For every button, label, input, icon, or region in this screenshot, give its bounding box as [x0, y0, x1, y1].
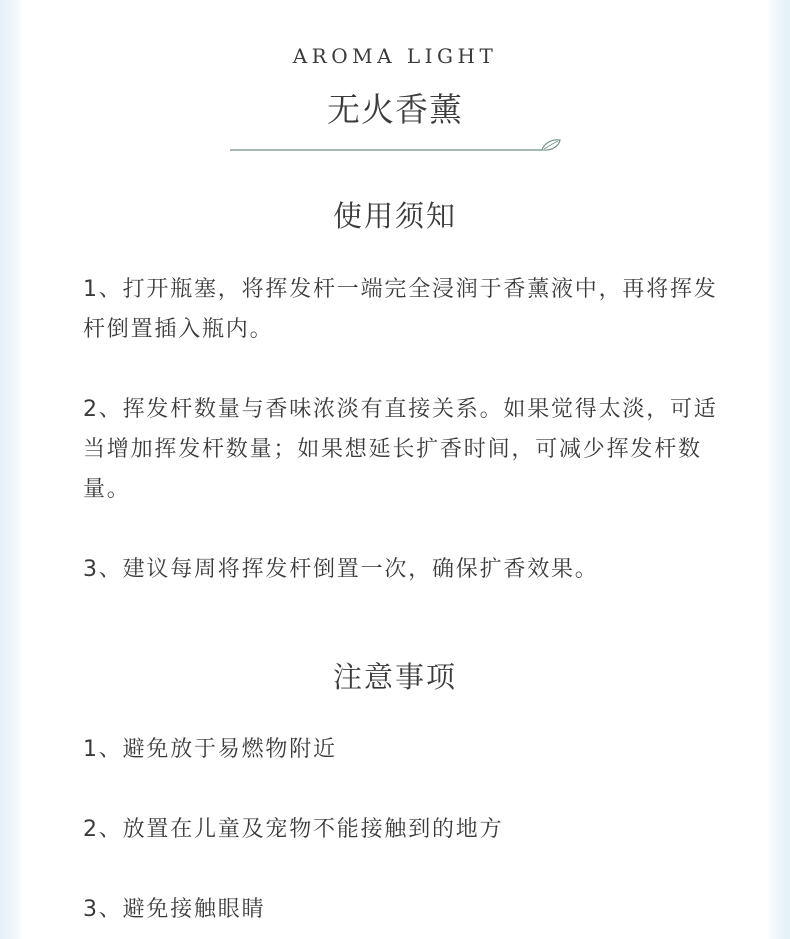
leaf-divider-icon	[228, 135, 568, 155]
usage-heading: 使用须知	[332, 199, 457, 233]
usage-item-3: 3、建议每周将挥发杆倒置一次，确保扩香效果。	[83, 557, 599, 582]
page-title: 无火香薰	[327, 90, 463, 129]
notice-item-1: 1、避免放于易燃物附近	[83, 737, 337, 762]
notice-item-2: 2、放置在儿童及宠物不能接触到的地方	[83, 817, 504, 842]
brand-name: AROMA LIGHT	[292, 44, 498, 68]
notice-item-3: 3、避免接触眼睛	[83, 897, 266, 922]
usage-item-2: 2、挥发杆数量与香味浓淡有直接关系。如果觉得太淡，可适当增加挥发杆数量；如果想延长扩香时间，可减少挥发杆数量。	[83, 397, 718, 502]
notice-heading: 注意事项	[332, 660, 457, 694]
usage-item-1: 1、打开瓶塞，将挥发杆一端完全浸润于香薰液中，再将挥发杆倒置插入瓶内。	[83, 277, 718, 342]
